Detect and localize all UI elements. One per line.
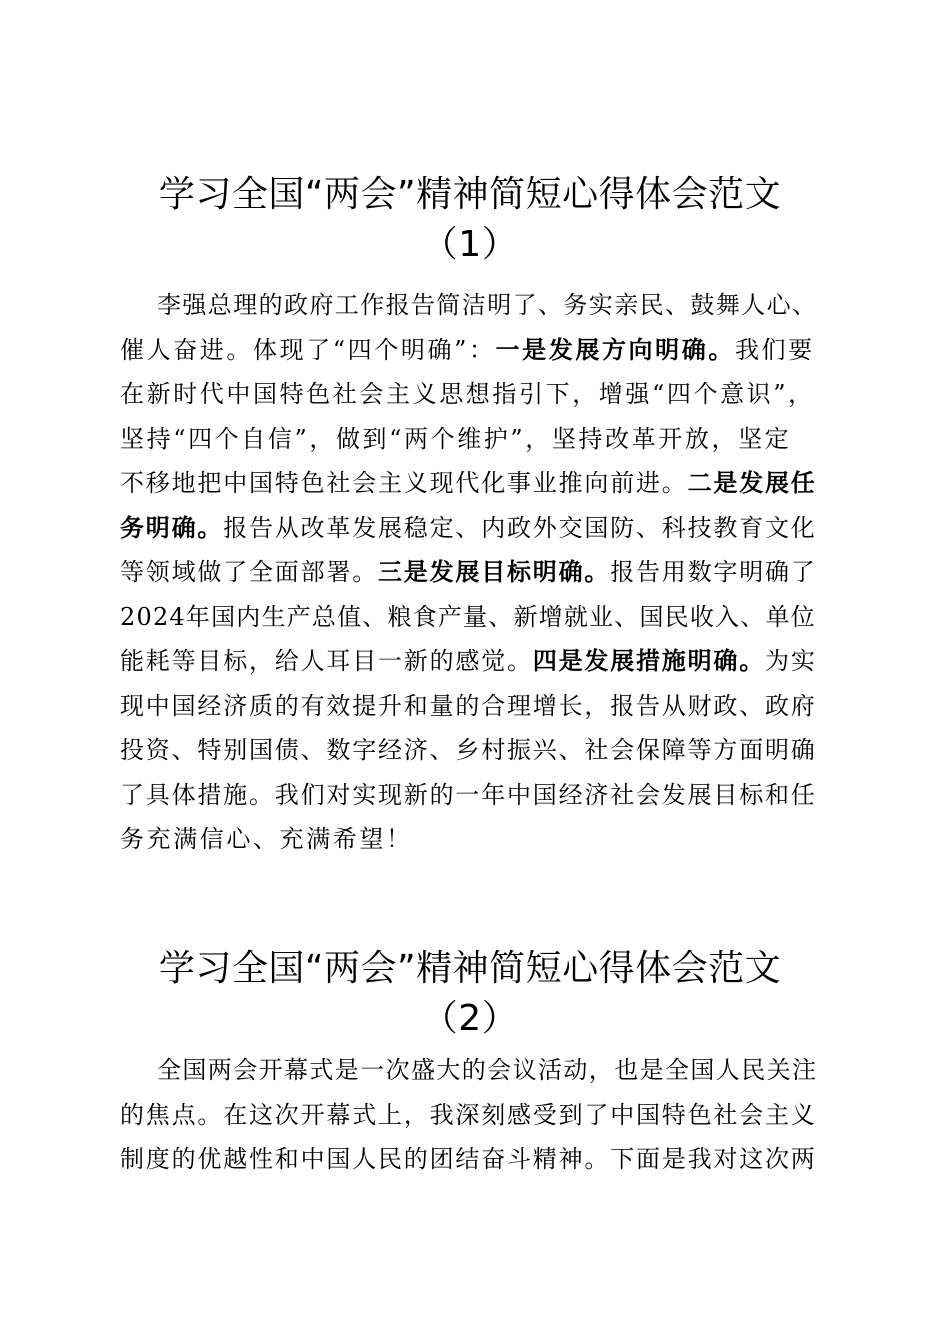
article-1-title — [120, 170, 820, 270]
article-1 — [120, 170, 820, 862]
article-1-title-line-2: （1） — [421, 224, 519, 265]
paragraph-line: 在新时代中国特色社会主义思想指引下，增强“四个意识”， — [120, 380, 815, 408]
emphasis-point-3: 三是发展目标明确。 — [378, 558, 611, 586]
paragraph-line: 的焦点。在这次开幕式上，我深刻感受到了中国特色社会主义 — [120, 1100, 817, 1129]
article-1-paragraph — [120, 283, 820, 862]
article-2-title — [120, 944, 820, 1044]
article-2-title-line-2: （2） — [421, 998, 519, 1039]
article-2-title-line-1: 学习全国“两会”精神简短心得体会范文 — [158, 948, 782, 989]
paragraph-line: 制度的优越性和中国人民的团结奋斗精神。下面是我对这次两 — [120, 1145, 817, 1173]
emphasis-point-2-end: 务明确。 — [120, 513, 224, 542]
paragraph-line: 坚持“四个自信”，做到“两个维护”，坚持改革开放，坚定 — [120, 424, 792, 453]
paragraph-line: 投资、特别国债、数字经济、乡村振兴、社会保障等方面明确 — [120, 736, 817, 764]
paragraph-line: 全国两会开幕式是一次盛大的会议活动，也是全国人民关注 — [157, 1056, 818, 1084]
emphasis-point-2-start: 二是发展任 — [687, 469, 817, 497]
paragraph-line: 催人奋进。体现了“四个明确”：一是发展方向明确。我们要 — [120, 335, 815, 364]
emphasis-point-4: 四是发展措施明确。 — [532, 647, 766, 675]
paragraph-line: 务明确。报告从改革发展稳定、内政外交国防、科技教育文化 — [120, 513, 817, 542]
paragraph-line: 2024年国内生产总值、粮食产量、新增就业、国民收入、单位 — [120, 602, 816, 631]
article-2-paragraph — [120, 1048, 820, 1182]
paragraph-line: 现中国经济质的有效提升和量的合理增长，报告从财政、政府 — [120, 691, 817, 720]
paragraph-line: 李强总理的政府工作报告简洁明了、务实亲民、鼓舞人心、 — [157, 291, 818, 319]
paragraph-line: 了具体措施。我们对实现新的一年中国经济社会发展目标和任 — [120, 780, 817, 809]
paragraph-line: 务充满信心、充满希望！ — [120, 825, 413, 853]
paragraph-line: 不移地把中国特色社会主义现代化事业推向前进。二是发展任 — [120, 469, 817, 497]
article-1-title-line-1: 学习全国“两会”精神简短心得体会范文 — [158, 174, 782, 215]
emphasis-point-1: 一是发展方向明确。 — [495, 335, 735, 364]
article-2 — [120, 944, 820, 1182]
paragraph-line: 等领域做了全面部署。三是发展目标明确。报告用数字明确了 — [120, 558, 817, 586]
paragraph-line: 能耗等目标，给人耳目一新的感觉。四是发展措施明确。为实 — [120, 647, 817, 675]
